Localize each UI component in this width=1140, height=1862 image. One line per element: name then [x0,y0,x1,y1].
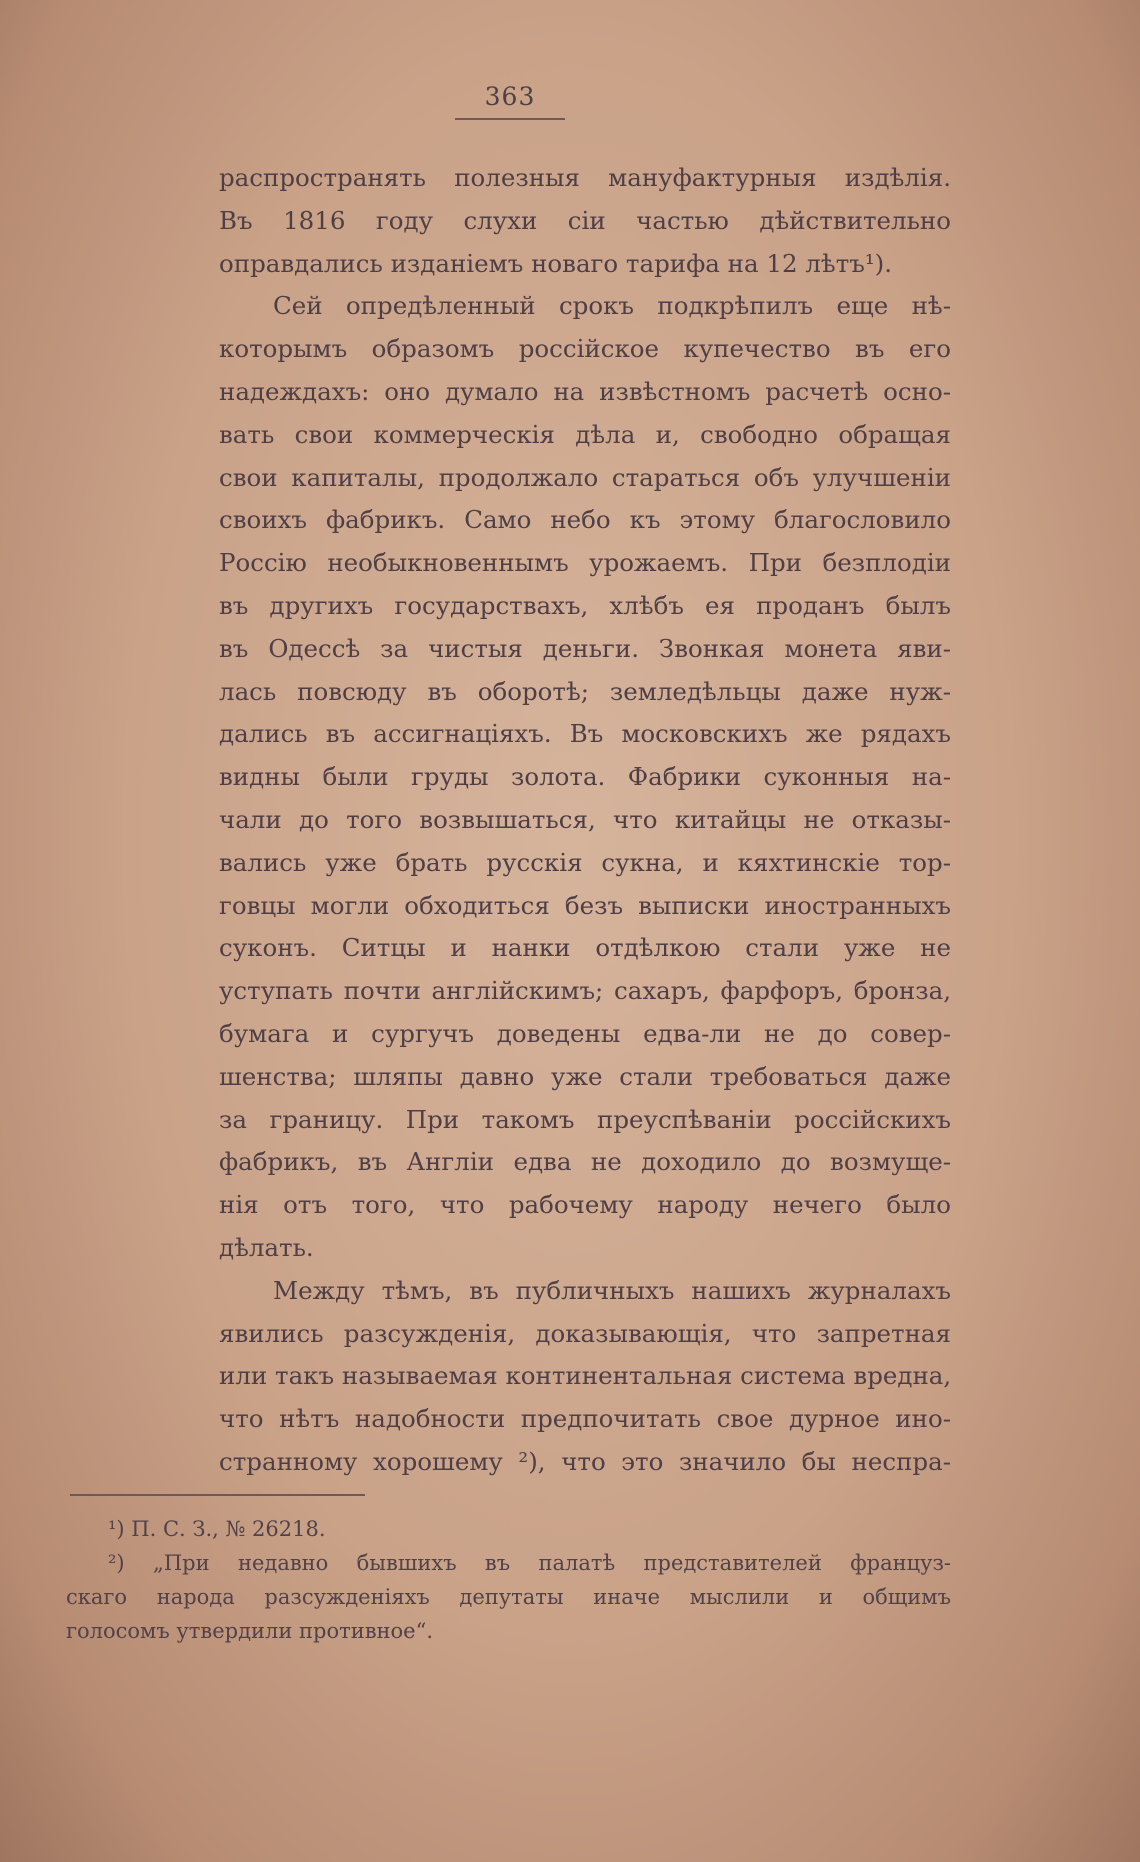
text-line: въ Одессѣ за чистыя деньги. Звонкая монета яви- [219,633,951,663]
text-line: что нѣтъ надобности предпочитать свое дурное ино- [219,1404,951,1434]
text-line: распространять полезныя мануфактурныя издѣлія. [219,163,951,192]
text-line: Сей опредѣленный срокъ подкрѣпилъ еще нѣ- [273,291,951,321]
text-line: нія отъ того, что рабочему народу нечего было [219,1190,951,1220]
footnote-line: голосомъ утвердили противное“. [66,1619,434,1643]
text-line: за границу. При такомъ преуспѣваніи россійскихъ [219,1104,951,1134]
text-line: суконъ. Ситцы и нанки отдѣлкою стали уже не [219,933,951,963]
footnote-line: ¹) П. С. З., № 26218. [108,1517,326,1541]
text-line: странному хорошему ²), что это значило бы неспра- [219,1446,951,1476]
text-line: оправдались изданіемъ новаго тарифа на 12 лѣтъ¹). [219,248,893,278]
text-line: лась повсюду въ оборотѣ; земледѣльцы даже нуж- [219,676,951,706]
footnote-rule [70,1494,365,1496]
body-text [219,157,951,1484]
footnote-line: ²) „При недавно бывшихъ въ палатѣ представителей француз- [108,1551,951,1575]
text-line: шенства; шляпы давно уже стали требоваться даже [219,1061,951,1091]
text-line: которымъ образомъ россійское купечество въ его [219,334,951,364]
page-number-rule [455,118,565,120]
text-line: говцы могли обходиться безъ выписки иностранныхъ [219,890,951,920]
text-line: дались въ ассигнаціяхъ. Въ московскихъ же рядахъ [219,719,951,749]
text-line: видны были груды золота. Фабрики суконныя на- [219,762,951,792]
text-line: Россію необыкновеннымъ урожаемъ. При безплодіи [219,548,951,578]
text-line: уступать почти англійскимъ; сахаръ, фарфоръ, бронза, [219,976,951,1006]
page-number: 363 [484,82,536,111]
text-line: фабрикъ, въ Англіи едва не доходило до возмуще- [219,1147,951,1177]
footnotes [66,1512,951,1648]
text-line: Въ 1816 году слухи сіи частью дѣйствительно [219,205,951,235]
footnote-line: скаго народа разсужденіяхъ депутаты иначе мыслили и общимъ [66,1585,951,1609]
text-line: надеждахъ: оно думало на извѣстномъ расчетѣ осно- [219,376,951,406]
text-line: или такъ называемая континентальная система вредна, [219,1361,952,1391]
text-line: вать свои коммерческія дѣла и, свободно обращая [219,419,951,449]
text-line: свои капиталы, продолжало стараться объ улучшеніи [219,462,951,492]
text-line: своихъ фабрикъ. Само небо къ этому благословило [219,505,951,535]
text-line: вались уже брать русскія сукна, и кяхтинскіе тор- [219,847,951,877]
text-line: дѣлать. [219,1232,314,1262]
text-line: чали до того возвышаться, что китайцы не отказы- [219,804,951,834]
text-line: бумага и сургучъ доведены едва-ли не до совер- [219,1018,951,1048]
text-line: явились разсужденія, доказывающія, что запретная [219,1318,951,1348]
text-line: Между тѣмъ, въ публичныхъ нашихъ журналахъ [273,1275,951,1305]
text-line: въ другихъ государствахъ, хлѣбъ ея проданъ былъ [219,590,951,620]
